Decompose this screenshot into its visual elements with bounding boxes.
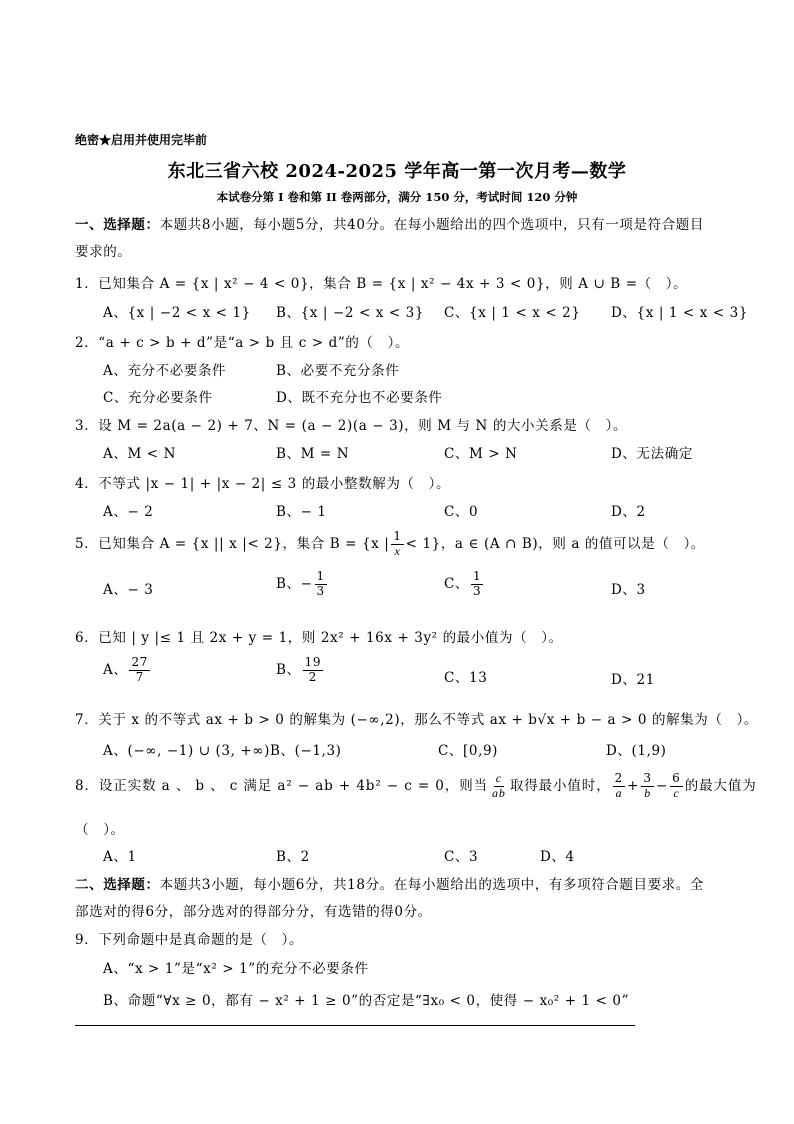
q5-stem-part1: 5．已知集合 A = {x || x |< 2}，集合 B = {x | [75,535,390,552]
q1-option-d: D、{x | 1 < x < 3} [611,305,749,321]
section2-intro [75,873,704,893]
q7-option-b: B、(−1,3) [270,743,342,759]
q8-stem-part1: 8．设正实数 a 、 b 、 c 满足 a² − ab + 4b² − c = 0，则当 [75,777,488,794]
section1-text: 本题共8小题，每小题5分，共40分。在每小题给出的四个选项中，只有一项是符合题目 [159,217,704,233]
section2-heading: 二、选择题： [75,877,160,893]
section1-intro [75,213,704,233]
q2-stem: 2．“a + c > b + d”是“a > b 且 c > d”的（ ）。 [75,335,410,351]
q8-stem-part2: 取得最小值时， [509,777,611,794]
q2-option-c: C、充分必要条件 [103,390,213,406]
q6-option-a: A、 $\frac{27}{7}$ [103,655,148,684]
q8-fraction-2-a: $\frac{2}{a}$ [614,771,624,800]
q3-option-a: A、M < N [103,446,176,462]
q8-option-c: C、3 [444,849,479,865]
q6-stem: 6．已知 | y |≤ 1 且 2x + y = 1，则 2x² + 16x + 3y² 的最小值为（ ）。 [75,630,563,646]
q5-option-b: B、− $\frac{1}{3}$ [276,569,325,598]
q3-stem: 3．设 M = 2a(a − 2) + 7、N = (a − 2)(a − 3)，则 M 与 N 的大小关系是（ ）。 [75,418,628,434]
q2-option-d: D、既不充分也不必要条件 [276,390,443,406]
q6-option-b: B、 $\frac{19}{2}$ [276,655,322,684]
q4-option-a: A、− 2 [103,504,154,520]
q5-stem [75,530,705,559]
page-title: 东北三省六校 2024-2025 学年高一第一次月考—数学 [167,161,627,182]
q9-stem: 9．下列命题中是真命题的是（ ）。 [75,932,304,948]
q2-option-a: A、充分不必要条件 [103,363,227,379]
q5-option-d: D、3 [611,582,646,598]
q1-stem: 1．已知集合 A = {x | x² − 4 < 0}，集合 B = {x | x² − 4x + 3 < 0}，则 A ∪ B =（ ）。 [75,276,688,292]
exam-subtitle: 本试卷分第 I 卷和第 II 卷两部分，满分 150 分，考试时间 120 分钟 [216,190,578,204]
q5-option-a: A、− 3 [103,582,154,598]
q8-fraction-6-c: $\frac{6}{c}$ [672,771,681,800]
q1-option-a: A、{x | −2 < x < 1} [103,305,251,321]
q5-stem-part2: < 1}，a ∈ (A ∩ B)，则 a 的值可以是（ ）。 [405,535,706,552]
section2-text: 本题共3小题，每小题6分，共18分。在每小题给出的选项中，有多项符合题目要求。全 [159,877,704,893]
q8-plus: + [627,777,640,794]
q7-option-c: C、[0,9) [438,743,499,759]
q4-option-c: C、0 [444,504,479,520]
confidential-label: 绝密★启用并使用完毕前 [75,133,208,147]
q8-option-a: A、1 [103,849,137,865]
q4-option-b: B、− 1 [276,504,327,520]
q1-option-c: C、{x | 1 < x < 2} [444,305,581,321]
q6-option-c: C、13 [444,670,488,686]
q8-minus: − [655,777,669,794]
q8-option-b: B、2 [276,849,310,865]
q5-option-c: C、 $\frac{1}{3}$ [444,569,482,598]
q7-option-d: D、(1,9) [606,743,667,759]
section1-intro-cont: 要求的。 [75,244,132,260]
q7-option-a: A、(−∞, −1) ∪ (3, +∞) [103,743,270,759]
q5-fraction: $\frac{1}{x}$ [393,529,402,558]
q3-option-d: D、无法确定 [611,446,693,462]
q4-stem: 4．不等式 |x − 1| + |x − 2| ≤ 3 的最小整数解为（ ）。 [75,476,451,492]
q4-option-d: D、2 [611,504,646,520]
q8-stem-part3: 的最大值为 [684,777,757,794]
q1-option-b: B、{x | −2 < x < 3} [276,305,425,321]
q9-option-a: A、“x > 1”是“x² > 1”的充分不必要条件 [103,961,369,977]
q3-option-b: B、M = N [276,446,350,462]
q8-fraction-3-b: $\frac{3}{b}$ [643,771,652,800]
footer-divider [75,1025,635,1026]
q8-option-d: D、4 [540,849,575,865]
q8-fraction-c-ab: $\frac{c}{ab}$ [492,771,506,800]
section1-heading: 一、选择题： [75,217,160,233]
q8-stem [75,772,757,801]
section2-intro-cont: 部选对的得6分，部分选对的得部分分，有选错的得0分。 [75,904,432,920]
q9-option-b: B、命题“∀x ≥ 0，都有 − x² + 1 ≥ 0”的否定是“∃x₀ < 0，使得 − x₀² + 1 < 0” [103,993,630,1009]
q6-option-d: D、21 [611,672,655,688]
q2-option-b: B、必要不充分条件 [276,363,400,379]
q3-option-c: C、M > N [444,446,518,462]
q7-stem: 7．关于 x 的不等式 ax + b > 0 的解集为 (−∞,2)，那么不等式 ax + b√x + b − a > 0 的解集为（ ）。 [75,712,759,728]
q8-stem-cont: （ ）。 [75,822,125,838]
